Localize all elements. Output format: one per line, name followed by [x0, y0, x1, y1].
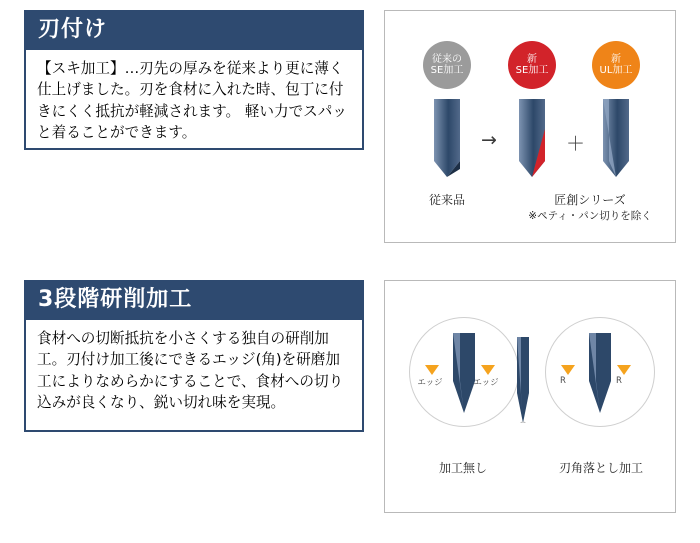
- r-label-left: R: [560, 376, 566, 386]
- panel-heading: 刃付け: [26, 12, 362, 50]
- caption-conventional: 従来品: [428, 193, 465, 207]
- badge-line-1: 従来の: [432, 53, 462, 65]
- badge-line-1: 新: [527, 53, 537, 65]
- figure-edge-grinding: [384, 280, 676, 513]
- blade-conventional-icon: [430, 99, 464, 177]
- caption-takuso-series: [515, 191, 665, 225]
- blade-illustration-group: [385, 99, 675, 179]
- caption-edge-angle-removal: 刃角落とし加工: [558, 461, 643, 475]
- info-panel-three-stage-grinding: [24, 280, 364, 432]
- panel-body-text: 【スキ加工】…刃先の厚みを従来より更に薄く仕上げました。刃を食材に入れた時、包丁に付きにくく抵抗が軽減されます。 軽い力でスパッと着ることができます。: [37, 60, 347, 142]
- caption-no-processing: 加工無し: [438, 461, 487, 475]
- badge-new-ul: [592, 41, 640, 89]
- edge-label-right: エッジ: [473, 378, 499, 388]
- r-marker-right-icon: [617, 365, 631, 375]
- panel-body-text: 食材への切断抵抗を小さくする独自の研削加工。刃付け加工後にできるエッジ(角)を研磨加工によりなめらかにすることで、食材への切り込みが良くなり、鋭い切れ味を実現。: [37, 330, 344, 412]
- badge-line-2: SE加工: [515, 65, 549, 76]
- info-panel-blade-edge: [24, 10, 364, 150]
- panel-body: [26, 320, 362, 420]
- badge-line-1: 新: [611, 53, 621, 65]
- arrow-operator: →: [481, 129, 497, 151]
- badge-line-2: UL加工: [599, 65, 633, 76]
- plus-operator: ＋: [566, 133, 586, 155]
- blade-new-ul-icon: [599, 99, 633, 177]
- blade-new-se-icon: [515, 99, 549, 177]
- coating-badge-group: [385, 41, 675, 89]
- edge-marker-left-icon: [425, 365, 439, 375]
- r-label-right: R: [616, 376, 622, 386]
- figure-blade-coating: [384, 10, 676, 243]
- badge-new-se: [508, 41, 556, 89]
- badge-line-2: SE加工: [430, 65, 464, 76]
- blade-tip-processed-icon: [583, 333, 617, 413]
- panel-heading: 3段階研削加工: [26, 282, 362, 320]
- edge-label-left: エッジ: [417, 378, 443, 388]
- panel-body: [26, 50, 362, 150]
- blade-tip-unprocessed-icon: [447, 333, 481, 413]
- caption-note-text: ※ペティ・パン切りを除く: [528, 210, 652, 222]
- edge-marker-right-icon: [481, 365, 495, 375]
- badge-conventional-se: [423, 41, 471, 89]
- r-marker-left-icon: [561, 365, 575, 375]
- blade-full-icon: [513, 337, 533, 423]
- caption-main-text: 匠創シリーズ: [554, 193, 626, 207]
